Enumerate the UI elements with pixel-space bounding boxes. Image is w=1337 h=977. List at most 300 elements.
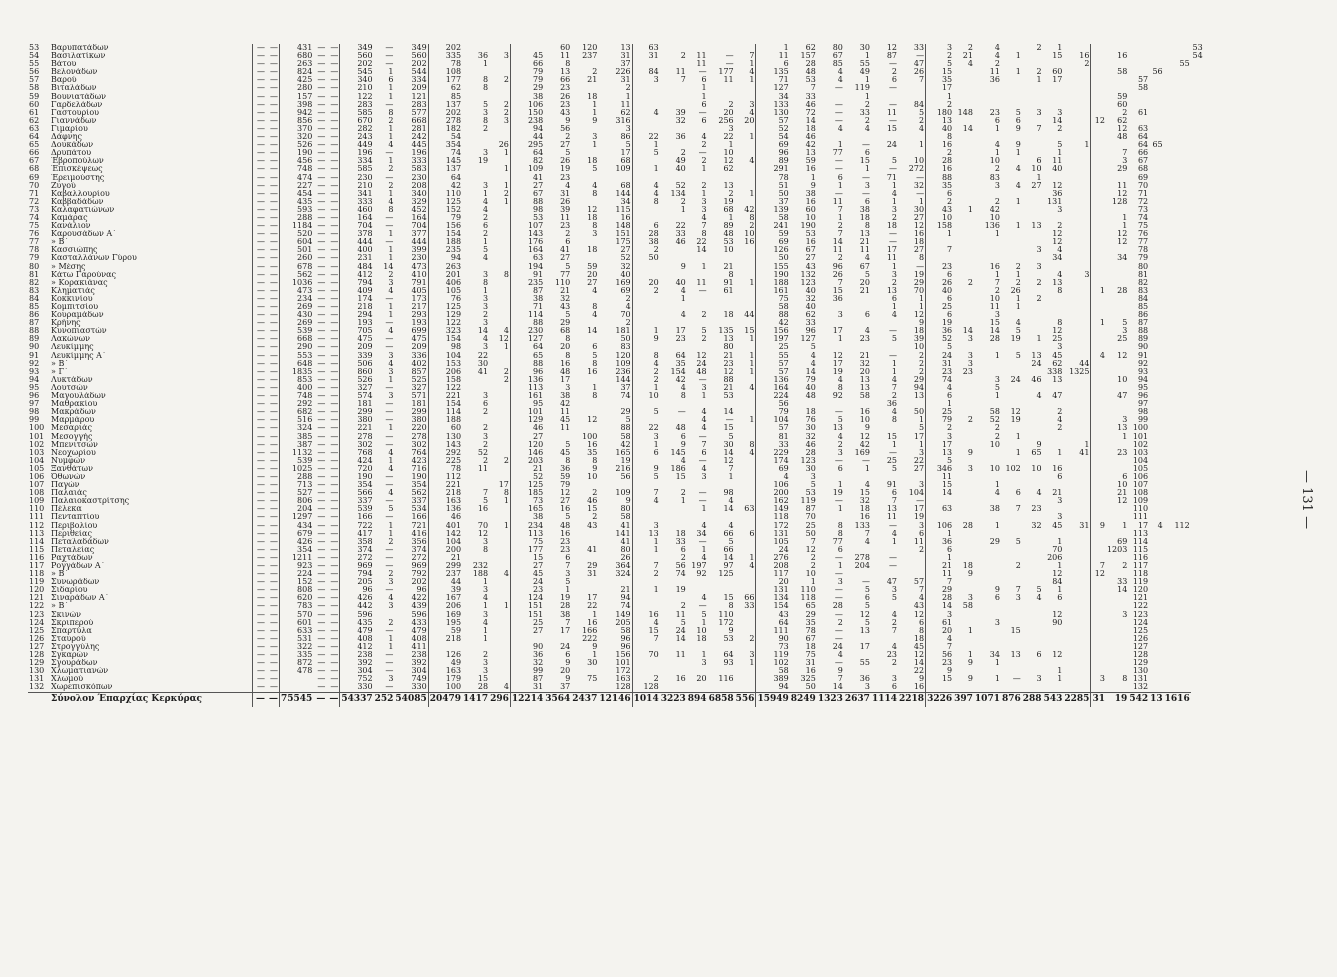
cell: 206 (1047, 553, 1063, 562)
cell: 40 (805, 286, 816, 295)
cell (489, 360, 510, 368)
cell (953, 400, 974, 408)
cell: — (330, 44, 339, 52)
cell: 149 (756, 505, 790, 513)
cell: 27 (560, 254, 571, 263)
cell: 134 (756, 594, 790, 602)
cell: 12214 (510, 692, 544, 707)
cell: 10 (989, 294, 1000, 303)
cell (1063, 424, 1091, 432)
cell: 333 (411, 157, 427, 166)
cell: 237 (582, 52, 598, 61)
cell: 13 (1031, 222, 1042, 231)
cell: 4 (891, 189, 897, 198)
cell: 42 (989, 205, 1000, 214)
cell (953, 376, 974, 384)
row-number: 76 (29, 230, 40, 239)
cell: 12 (1117, 497, 1128, 506)
cell: 75 (1137, 222, 1149, 231)
cell: 5 (728, 432, 734, 441)
cell (660, 254, 687, 262)
cell: 12 (587, 416, 598, 425)
cell: — (330, 262, 339, 271)
cell: 100 (428, 683, 462, 692)
row-number: 89 (29, 335, 40, 344)
cell (632, 343, 660, 351)
cell (632, 578, 660, 586)
cell (953, 408, 974, 416)
cell: 596 (411, 610, 427, 619)
cell: 5 (680, 618, 686, 627)
cell (1091, 586, 1106, 594)
cell (632, 101, 660, 109)
table-row (28, 643, 1204, 651)
cell: 64 (1137, 133, 1149, 142)
cell: 7 (926, 643, 954, 651)
row-name: Μαρμάρου (51, 416, 95, 425)
cell: 8 (565, 60, 571, 69)
cell: — (330, 642, 339, 651)
cell (1106, 368, 1128, 376)
cell: 62 (1052, 359, 1063, 368)
cell: — (330, 367, 339, 376)
cell: 9 (1036, 440, 1042, 449)
cell: — (253, 489, 267, 497)
cell: 58 (1137, 84, 1149, 93)
cell: 11 (832, 246, 843, 255)
cell: 399 (411, 246, 427, 255)
row-name: Πέλεκα (51, 505, 82, 514)
cell: 570 (280, 611, 314, 619)
cell (1091, 343, 1106, 351)
cell: 16 (1117, 52, 1128, 61)
cell: — (317, 100, 326, 109)
cell: 27 (587, 278, 598, 287)
cell (817, 93, 844, 101)
cell: — (330, 149, 339, 158)
cell: 76 (1137, 230, 1149, 239)
cell: 12 (1091, 570, 1106, 578)
cell (1063, 133, 1091, 141)
cell: 349 (411, 44, 427, 52)
cell: 21 (859, 286, 870, 295)
cell: 58 (1117, 68, 1128, 77)
cell: 104 (1132, 456, 1149, 465)
cell: — (270, 149, 278, 158)
cell (462, 165, 489, 173)
cell: — (330, 464, 339, 473)
cell (735, 271, 756, 279)
cell: 19 (560, 594, 571, 603)
cell: — (330, 133, 339, 142)
cell: 64 (723, 651, 734, 660)
cell: 156 (756, 327, 790, 335)
cell: — (330, 197, 339, 206)
cell: — (330, 343, 339, 352)
cell: 20 (587, 270, 598, 279)
cell (1091, 611, 1106, 619)
cell: 101 (615, 659, 631, 668)
cell: 132 (800, 270, 816, 279)
cell (1091, 619, 1106, 627)
cell (1063, 530, 1091, 538)
cell: 16 (805, 667, 816, 676)
cell: 172 (615, 667, 631, 676)
cell (1022, 570, 1043, 578)
row-number: 105 (29, 464, 45, 473)
cell (1063, 570, 1091, 578)
cell: 36 (832, 294, 843, 303)
cell: 155 (756, 263, 790, 271)
cell: 18 (587, 157, 598, 166)
cell (489, 635, 510, 643)
cell: 75 (510, 538, 544, 546)
cell: 8 (503, 489, 509, 498)
cell (1091, 578, 1106, 586)
cell: 2 (388, 570, 394, 579)
cell (1022, 667, 1043, 675)
row-number: 74 (29, 213, 40, 222)
row-name: Περιβολίου (51, 521, 98, 530)
row-name: Καλαφατιώνων (51, 205, 115, 214)
cell: 22 (696, 238, 707, 247)
cell: — (270, 141, 278, 150)
cell: 122 (340, 93, 374, 101)
cell (1091, 441, 1106, 449)
cell: 10 (723, 246, 734, 255)
cell: — (385, 667, 394, 676)
cell: 1114 (871, 692, 898, 707)
cell: 295 (510, 141, 544, 149)
row-name: Έρειμούστης (51, 173, 105, 182)
cell: — (385, 294, 394, 303)
cell: 341 (340, 190, 374, 198)
cell: 1 (632, 441, 660, 449)
cell: 70 (620, 311, 631, 320)
cell: — (330, 100, 339, 109)
cell: 280 (280, 84, 314, 92)
row-name: Παγών (51, 481, 80, 490)
cell: 16 (1052, 464, 1063, 473)
cell: — (385, 683, 394, 692)
cell: 10 (1117, 375, 1128, 384)
cell: 7 (810, 537, 816, 546)
table-row (28, 457, 1204, 465)
cell (953, 238, 974, 246)
cell: 302 (411, 440, 427, 449)
cell: — (330, 537, 339, 546)
cell (844, 400, 871, 408)
cell: 20 (723, 108, 734, 117)
cell: — (270, 651, 278, 660)
cell: — (889, 230, 897, 239)
cell (489, 230, 510, 238)
cell: 107 (1132, 481, 1149, 490)
cell: 82 (510, 157, 544, 165)
cell: — (889, 60, 897, 69)
cell: 148 (957, 108, 973, 117)
cell: 335 (428, 52, 462, 60)
cell: — (889, 165, 897, 174)
cell: — (253, 457, 267, 465)
cell (1022, 683, 1043, 692)
cell (489, 505, 510, 513)
cell (660, 125, 687, 133)
cell (974, 546, 1001, 554)
cell (489, 254, 510, 262)
cell (1001, 570, 1022, 578)
row-name: Δουκάδων (51, 141, 94, 150)
cell (1091, 530, 1106, 538)
cell: — (330, 424, 339, 433)
cell: 6 (926, 546, 954, 554)
cell: 26 (832, 270, 843, 279)
cell (1001, 311, 1022, 319)
cell: 74 (428, 149, 462, 157)
cell (1106, 667, 1128, 675)
cell (974, 343, 1001, 351)
cell: 32 (1031, 521, 1042, 530)
cell (1022, 473, 1043, 481)
cell: 106 (1132, 472, 1149, 481)
cell: 24 (510, 578, 544, 586)
cell: — (330, 383, 339, 392)
cell: 71 (510, 303, 544, 311)
row-name: Έπισκέψεως (51, 165, 103, 174)
cell: 562 (411, 489, 427, 498)
cell: — (270, 222, 278, 231)
cell: — (270, 230, 278, 239)
cell (898, 149, 926, 157)
cell: 66 (1137, 149, 1149, 158)
cell: 1071 (974, 692, 1001, 707)
cell: — (317, 529, 326, 538)
cell: 2 (701, 311, 707, 320)
cell: 57 (756, 360, 790, 368)
cell (953, 319, 974, 327)
cell (953, 165, 974, 173)
cell: 56 (560, 124, 571, 133)
cell: 13 (620, 44, 631, 52)
cell: 1 (864, 92, 870, 101)
cell (953, 473, 974, 481)
cell (1022, 214, 1043, 222)
cell: 2 (388, 181, 394, 190)
cell: 14 (805, 116, 816, 125)
cell: — (330, 351, 339, 360)
cell: — (253, 327, 267, 335)
cell (660, 481, 687, 489)
cell: 143 (510, 230, 544, 238)
cell: — (253, 667, 267, 675)
cell: 1 (756, 44, 790, 52)
cell (489, 465, 510, 473)
cell: — (330, 578, 339, 587)
cell: 47 (913, 60, 925, 69)
cell (1043, 602, 1064, 610)
cell: 11 (926, 473, 954, 481)
cell: 94 (913, 383, 925, 392)
cell: 28 (926, 594, 954, 602)
cell: 2 (625, 84, 631, 93)
cell: 188 (428, 238, 462, 246)
cell: 66 (560, 76, 571, 85)
row-name: Παλαιάς (51, 489, 87, 498)
cell: 4 (749, 383, 755, 392)
cell (462, 416, 489, 424)
row-number: 100 (29, 424, 45, 433)
cell: 70 (632, 651, 660, 659)
cell: 132 (1132, 683, 1149, 692)
cell (871, 319, 898, 327)
row-number: 81 (29, 270, 40, 279)
row-number: 93 (29, 367, 40, 376)
cell (1001, 578, 1022, 586)
cell: 12 (723, 367, 734, 376)
cell (1106, 651, 1128, 659)
cell: 2 (994, 165, 1000, 174)
cell: 21 (620, 586, 631, 595)
cell: 1 (926, 93, 954, 101)
cell: — (916, 262, 925, 271)
table-row (28, 635, 1204, 643)
cell: 2 (967, 416, 973, 425)
cell (1001, 424, 1022, 432)
cell: 163 (615, 675, 631, 684)
cell (462, 263, 489, 271)
cell: 27 (620, 246, 631, 255)
row-number: 73 (29, 205, 40, 214)
cell: 4 (749, 68, 755, 77)
cell (817, 303, 844, 311)
cell: 84 (632, 68, 660, 76)
cell: 330 (411, 683, 427, 692)
cell: — (330, 278, 339, 287)
cell: — (253, 149, 267, 157)
cell: 75 (756, 295, 790, 303)
cell (1106, 643, 1128, 651)
cell: 42 (675, 375, 686, 384)
cell: 237 (428, 570, 462, 578)
cell: 601 (280, 619, 314, 627)
cell (1128, 68, 1149, 76)
cell: 10 (1031, 165, 1042, 174)
cell: 4 (891, 408, 897, 417)
cell (1022, 149, 1043, 157)
cell: — (317, 76, 326, 85)
cell (632, 84, 660, 92)
cell (871, 93, 898, 101)
cell: 17 (560, 375, 571, 384)
cell: 1 (1122, 213, 1128, 222)
cell: 4 (837, 651, 843, 660)
cell (1001, 360, 1022, 368)
cell: 39 (675, 108, 686, 117)
cell: 16 (587, 618, 598, 627)
cell: 336 (411, 351, 427, 360)
cell: — (385, 238, 394, 247)
cell: 5 (701, 327, 707, 336)
cell (953, 157, 974, 165)
row-name: Κυνοπιαστών (51, 327, 107, 336)
cell: 5 (565, 578, 571, 587)
cell (1063, 174, 1091, 182)
cell: — (1012, 675, 1021, 684)
cell: 433 (411, 618, 427, 627)
cell (1043, 84, 1064, 92)
row-name: Μαθρακίου (51, 400, 98, 409)
cell: 7 (1091, 562, 1106, 570)
cell: 34 (756, 93, 790, 101)
cell: — (253, 376, 267, 384)
cell: 141 (615, 529, 631, 538)
cell: 6 (926, 190, 954, 198)
cell: — (253, 465, 267, 473)
cell: 208 (756, 562, 790, 570)
cell: 3564 (544, 692, 571, 707)
cell: — (317, 351, 326, 360)
cell (953, 392, 974, 400)
cell: 56 (620, 472, 631, 481)
cell: 12 (886, 44, 897, 52)
cell: — (861, 141, 870, 150)
cell: 79 (510, 76, 544, 84)
cell (1001, 619, 1022, 627)
cell: — (889, 100, 897, 109)
cell: 25 (805, 521, 816, 530)
cell: 12 (1052, 570, 1063, 579)
cell: — (253, 497, 267, 505)
cell: 1 (1091, 287, 1106, 295)
cell: 3 (967, 351, 973, 360)
table-row (28, 343, 1204, 351)
cell: 163 (428, 497, 462, 505)
cell (735, 627, 756, 635)
cell: 7 (837, 205, 843, 214)
cell: 1 (837, 181, 843, 190)
cell: 9 (565, 116, 571, 125)
cell (974, 513, 1001, 521)
cell (1091, 60, 1106, 68)
cell: 596 (340, 611, 374, 619)
cell: 1 (388, 84, 394, 93)
table-row (28, 667, 1204, 675)
cell: 1 (503, 497, 509, 506)
table-row (28, 157, 1204, 165)
cell: — (253, 352, 267, 360)
cell: 12 (560, 489, 571, 498)
cell (735, 489, 756, 497)
cell: 8 (728, 270, 734, 279)
cell (1091, 602, 1106, 610)
cell: 4 (632, 619, 660, 627)
cell: 13 (632, 530, 660, 538)
cell (632, 93, 660, 101)
cell: 2 (503, 76, 509, 85)
cell (974, 554, 1001, 562)
cell: 78 (756, 174, 790, 182)
cell: 374 (340, 546, 374, 554)
cell: 3 (701, 383, 707, 392)
cell: 31 (1091, 692, 1106, 707)
cell: 35 (805, 618, 816, 627)
table-row (28, 295, 1204, 303)
row-number: 94 (29, 375, 40, 384)
cell: — (317, 481, 326, 490)
cell (632, 117, 660, 125)
row-number: 115 (29, 545, 45, 554)
cell: 126 (428, 651, 462, 659)
